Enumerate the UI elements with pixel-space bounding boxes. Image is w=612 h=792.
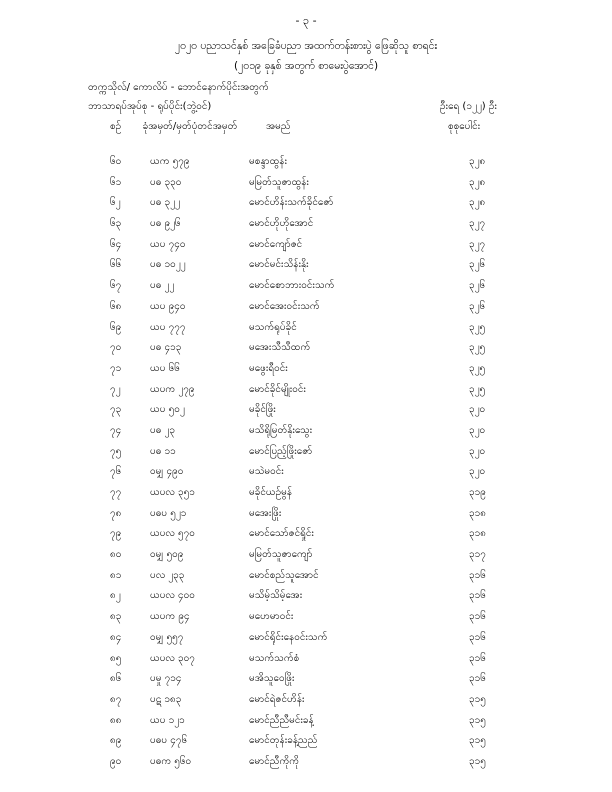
row-marks: ၃၂၀	[469, 404, 486, 416]
row-roll: ပဋ ၁၈၃	[150, 693, 182, 705]
table-row	[0, 752, 612, 773]
row-roll: ပလ ၂၃၃	[150, 569, 185, 581]
header-marks: စုစုပေါင်း	[448, 121, 481, 132]
row-roll: ယပလ ၄၀၀	[150, 590, 195, 602]
row-no: ၆၂	[110, 197, 121, 209]
row-no: ၆၄	[110, 238, 122, 250]
table-row	[0, 711, 612, 732]
row-no: ၇၂	[110, 383, 121, 395]
row-marks: ၃၂၀	[469, 466, 486, 478]
row-no: ၇၀	[110, 342, 122, 354]
row-no: ၇၁	[110, 362, 122, 374]
row-name: မောင်ဟိန်းသက်ခိုင်ဇော်	[249, 197, 334, 209]
row-name: မအိသူဝေဖြိုး	[249, 673, 295, 685]
row-marks: ၃၂၀	[469, 445, 486, 457]
row-name: မသက်ရုပ်ခိုင်	[249, 321, 297, 333]
table-header	[0, 119, 612, 151]
table-body	[0, 152, 612, 773]
table-row	[0, 504, 612, 525]
row-name: မောင်တုန်းခန့်ညည်	[249, 735, 318, 747]
row-name: မောင်ပြည့်ဖြိုးဇော်	[249, 445, 313, 457]
row-no: ၈၀	[110, 549, 122, 561]
table-row	[0, 214, 612, 235]
table-row	[0, 297, 612, 318]
table-row	[0, 545, 612, 566]
row-name: မသဲမဝင်း	[249, 466, 284, 478]
row-marks: ၃၁၆	[469, 590, 486, 602]
row-marks: ၃၂၅	[469, 383, 486, 395]
row-no: ၈၂	[110, 590, 121, 602]
row-marks: ၃၁၅	[469, 714, 486, 726]
table-row	[0, 586, 612, 607]
table-row	[0, 731, 612, 752]
row-marks: ၃၁၈	[469, 507, 486, 519]
row-no: ၆၉	[110, 321, 122, 333]
row-no: ၇၃	[110, 404, 122, 416]
row-roll: ပဓက ၅၆၀	[150, 755, 192, 767]
table-row	[0, 318, 612, 339]
row-marks: ၃၂၇	[469, 238, 486, 250]
row-roll: ယပလ ၃၀၇	[150, 652, 195, 664]
row-no: ၆၀	[110, 156, 122, 167]
row-marks: ၃၁၈	[469, 528, 486, 540]
row-marks: ၃၁၉	[469, 487, 486, 498]
row-roll: ပဓ ၂၃	[150, 424, 176, 436]
header-no: စဉ်	[110, 121, 122, 132]
row-name: မောင်စည်သူအောင်	[249, 569, 319, 581]
row-name: မောင်ရိုင်းနေဝင်းသက်	[249, 631, 328, 643]
table-row	[0, 628, 612, 649]
table-row	[0, 173, 612, 194]
row-name: မမြတ်သူဇာထွန်း	[249, 176, 309, 188]
row-marks: ၃၁၅	[469, 755, 486, 767]
row-name: မောင်ရဲဇင်ဟိန်း	[249, 693, 305, 705]
table-row	[0, 152, 612, 173]
document-subtitle: (၂၀၁၉ ခုနှစ် အတွက် စာမေးပွဲအောင်)	[233, 60, 379, 72]
info-subject-group: ဘာသာရပ်အုပ်စု - ရုပ်ပိုင်း(ဘွဲ့ဝင်)	[88, 101, 212, 112]
row-no: ၆၆	[110, 259, 122, 271]
row-roll: ပဓ ၂၂	[150, 280, 175, 292]
row-name: မခိုင်ယဉ်မွန်	[249, 487, 293, 498]
row-roll: ယပ ၅၀၂	[150, 404, 185, 416]
header-roll: ခုံအမှတ်/မှတ်ပုံတင်အမှတ်	[142, 121, 238, 132]
row-roll: ပဓ ၃၃၀	[150, 176, 182, 188]
table-row	[0, 524, 612, 545]
row-marks: ၃၁၆	[469, 569, 486, 581]
row-marks: ၃၂၅	[469, 342, 486, 354]
row-no: ၈၆	[110, 673, 122, 685]
row-no: ၈၉	[110, 735, 122, 747]
row-name: မဟေမာဝင်း	[249, 611, 294, 623]
row-roll: ယပ ၇၄၀	[150, 238, 186, 250]
row-name: မောင်ကျော်ဇင်	[249, 238, 303, 250]
row-roll: ပဓ ၁၁	[150, 445, 176, 457]
table-row	[0, 235, 612, 256]
row-roll: ပဓပ ၄၇၆	[150, 735, 188, 747]
row-name: မောင်သော်ဇင်ရှိုင်း	[249, 528, 314, 540]
row-marks: ၃၁၆	[469, 611, 486, 623]
table-row	[0, 607, 612, 628]
row-roll: ပဓ ၁၀၂၂	[150, 259, 186, 271]
row-marks: ၃၂၈	[469, 197, 486, 209]
table-row	[0, 276, 612, 297]
table-row	[0, 338, 612, 359]
header-name: အမည်	[266, 121, 291, 132]
row-marks: ၃၁၇	[469, 549, 486, 561]
row-name: မမြတ်သူဇာကျော်	[249, 549, 313, 561]
row-marks: ၃၁၆	[469, 673, 486, 685]
row-no: ၈၄	[110, 631, 122, 643]
row-no: ၇၄	[110, 424, 122, 436]
row-name: မောင်ညီကိုကို	[249, 755, 300, 767]
row-no: ၇၉	[110, 528, 122, 540]
row-no: ၈၅	[110, 652, 122, 664]
table-row	[0, 380, 612, 401]
info-count: ဦးရေ (၁၂၂) ဦး	[440, 101, 497, 112]
row-marks: ၃၁၆	[469, 631, 486, 643]
row-name: မအေးဖြိုး	[249, 507, 282, 519]
row-no: ၇၅	[110, 445, 122, 457]
row-roll: ယက ၅၇၉	[150, 156, 190, 167]
row-no: ၇၈	[110, 507, 122, 519]
row-marks: ၃၂၆	[469, 300, 486, 312]
row-no: ၇၆	[110, 466, 122, 478]
row-name: မောင်ဟိုဟိုအောင်	[249, 218, 314, 230]
table-row	[0, 442, 612, 463]
row-name: မဖွေးရီဝင်း	[249, 362, 288, 374]
row-roll: ပမှု ၇၁၄	[150, 673, 182, 685]
page-number: - ၃ -	[295, 14, 317, 27]
row-marks: ၃၂၈	[469, 156, 486, 167]
table-row	[0, 566, 612, 587]
document-title: ၂၀၂၀ ပညာသင်နှစ် အခြေခံပညာ အထက်တန်းစားပွဲ ဖြေဆိုသူ စာရင်း	[174, 40, 438, 52]
row-name: မသိမ့်သိမ့်အေး	[249, 590, 303, 602]
row-name: မောင်အေးဝင်းသက်	[249, 300, 320, 312]
row-marks: ၃၂၀	[469, 424, 486, 436]
row-name: မခိုင်ဖြိုး	[249, 404, 276, 416]
table-row	[0, 400, 612, 421]
table-row	[0, 462, 612, 483]
table-row	[0, 669, 612, 690]
row-no: ၆၁	[110, 176, 122, 188]
row-roll: ယပလ ၃၅၁	[150, 487, 195, 498]
row-name: မသိရိုမြတ်နိုးသွေး	[249, 424, 313, 436]
table-row	[0, 649, 612, 670]
row-no: ၇၇	[110, 487, 122, 498]
row-no: ၆၈	[110, 300, 122, 312]
row-marks: ၃၂၈	[469, 176, 486, 188]
row-roll: ယပ ၆၆	[150, 362, 180, 374]
table-row	[0, 193, 612, 214]
row-roll: ယပ ၁၂၁	[150, 714, 185, 726]
row-name: မစန္ဒာထွန်း	[249, 156, 287, 167]
row-no: ၈၃	[110, 611, 122, 623]
row-name: မောင်စောဘားဝင်းသက်	[249, 280, 335, 292]
row-marks: ၃၂၆	[469, 259, 486, 271]
row-marks: ၃၂၇	[469, 218, 486, 230]
table-row	[0, 255, 612, 276]
row-marks: ၃၂၅	[469, 362, 486, 374]
row-roll: ယပက ၉၄	[150, 611, 190, 623]
row-no: ၈၁	[110, 569, 122, 581]
row-name: မောင်မင်းသိန်းနိုး	[249, 259, 309, 271]
row-roll: ယပလ ၅၇၀	[150, 528, 195, 540]
row-name: မောင်ခိုင်မျိုးဝင်း	[249, 383, 306, 395]
row-no: ၈၈	[110, 714, 122, 726]
row-marks: ၃၂၆	[469, 280, 486, 292]
row-roll: ဝမျှ ၅၅၇	[150, 631, 184, 643]
row-roll: ယပ ၉၄၀	[150, 300, 186, 312]
row-no: ၆၃	[110, 218, 122, 230]
row-marks: ၃၁၅	[469, 735, 486, 747]
row-no: ၈၇	[110, 693, 122, 705]
row-name: မသက်သက်စံ	[249, 652, 300, 664]
row-no: ၆၇	[110, 280, 122, 292]
row-no: ၉၀	[110, 755, 122, 767]
row-roll: ဝမျှ ၅၀၉	[150, 549, 184, 561]
row-roll: ပဓ ၄၁၃	[150, 342, 182, 354]
row-roll: ယပက ၂၇၉	[150, 383, 195, 395]
row-roll: ယပ ၇၇၇	[150, 321, 186, 333]
table-row	[0, 421, 612, 442]
row-name: မောင်ညီညီမင်းခန့်	[249, 714, 314, 726]
table-row	[0, 359, 612, 380]
row-roll: ပဓ ၃၂၂	[150, 197, 180, 209]
row-roll: ပဓ ၉၂၆	[150, 218, 181, 230]
info-institution: တက္ကသိုလ်/ ကောလိပ် - ဘောင်နောက်ပိုင်းအတွက်	[88, 82, 269, 93]
row-marks: ၃၂၅	[469, 321, 486, 333]
table-row	[0, 483, 612, 504]
table-row	[0, 690, 612, 711]
row-marks: ၃၁၅	[469, 693, 486, 705]
row-roll: ပဓပ ၅၂၁	[150, 507, 187, 519]
row-roll: ဝမျှ ၄၉၀	[150, 466, 184, 478]
row-name: မအေးသီသီထက်	[249, 342, 311, 354]
row-marks: ၃၁၆	[469, 652, 486, 664]
